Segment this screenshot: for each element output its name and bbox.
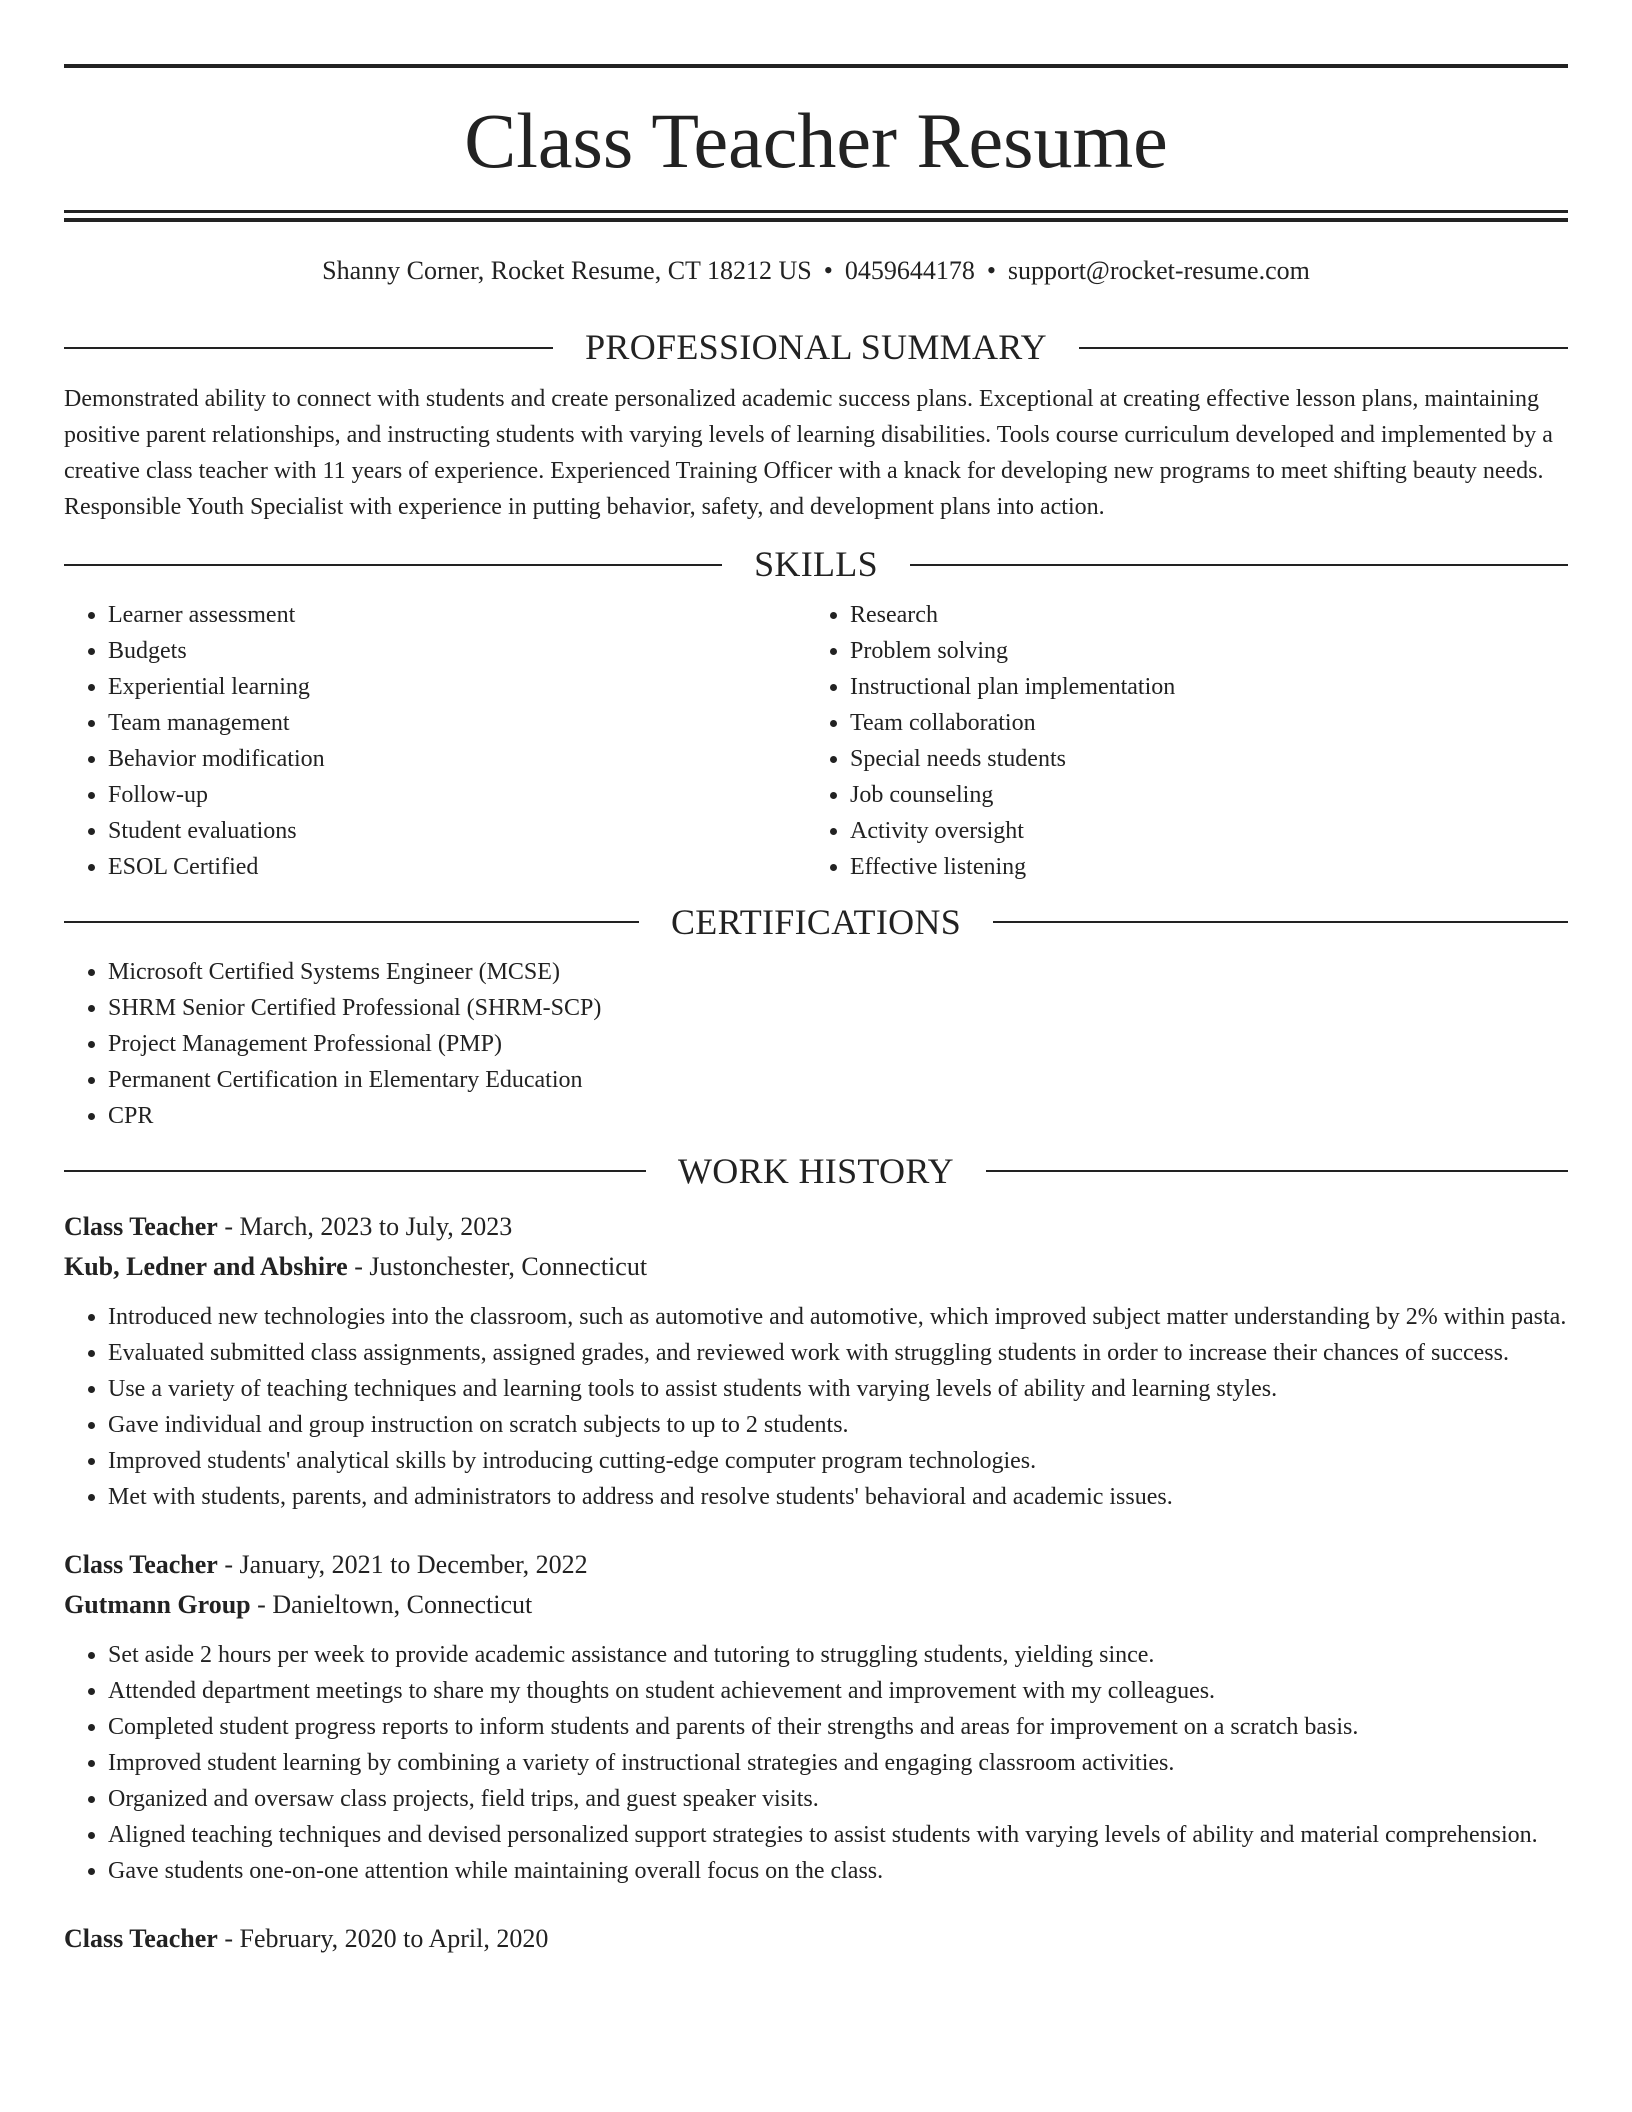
job-entry [64,1545,1568,1889]
skill-item: • Job counseling [850,777,1548,813]
section-title: WORK HISTORY [678,1150,954,1191]
skill-item: • Team collaboration [850,705,1548,741]
certification-item: • Microsoft Certified Systems Engineer (MCSE) [108,954,1568,990]
job-dates: March, 2023 to July, 2023 [239,1211,513,1241]
job-bullet: • Completed student progress reports to inform students and parents of their strengths and areas for improvement on a scratch basis. [108,1709,1568,1745]
section-rule [993,921,1568,923]
skill-item: • Special needs students [850,741,1548,777]
contact-phone: 0459644178 [844,256,975,285]
resume-page [64,0,1568,1959]
job-bullet: • Use a variety of teaching techniques and learning tools to assist students with varying levels of ability and learning styles. [108,1371,1568,1407]
job-entry [64,1207,1568,1515]
job-company-line: Gutmann Group - Danieltown, Connecticut [64,1589,533,1619]
job-bullet: • Gave students one-on-one attention while maintaining overall focus on the class. [108,1853,1568,1889]
section-header-work-history [64,1150,1568,1193]
certification-item: • CPR [108,1098,1568,1134]
job-bullet: • Organized and oversaw class projects, field trips, and guest speaker visits. [108,1781,1568,1817]
skill-item: • Follow-up [108,777,806,813]
job-title: Class Teacher [64,1923,218,1953]
skill-item: • ESOL Certified [108,849,806,885]
section-title: PROFESSIONAL SUMMARY [585,327,1047,368]
job-title-line: Class Teacher - January, 2021 to December, 2022 [64,1549,588,1579]
skill-item: • Behavior modification [108,741,806,777]
section-rule [910,564,1568,566]
contact-address: Shanny Corner, Rocket Resume, CT 18212 US [322,256,812,285]
section-rule [1079,347,1568,349]
section-header-certifications [64,901,1568,944]
contact-email: support@rocket-resume.com [1007,256,1310,285]
job-bullet: • Evaluated submitted class assignments, assigned grades, and reviewed work with struggling students in order to increase their chances of success. [108,1335,1568,1371]
job-bullet: • Set aside 2 hours per week to provide academic assistance and tutoring to struggling students, yielding since. [108,1637,1568,1673]
section-rule [64,564,722,566]
job-company: Gutmann Group [64,1589,251,1619]
skill-item: • Activity oversight [850,813,1548,849]
job-bullet: • Met with students, parents, and administrators to address and resolve students' behavioral and academic issues. [108,1479,1568,1515]
section-title: SKILLS [754,544,878,585]
job-company: Kub, Ledner and Abshire [64,1251,348,1281]
job-location: Danieltown, Connecticut [272,1589,533,1619]
job-dates: February, 2020 to April, 2020 [239,1923,549,1953]
skills-list [64,597,1568,885]
skills-column-right [806,597,1548,885]
section-rule [64,1170,646,1172]
job-bullet: • Gave individual and group instruction on scratch subjects to up to 2 students. [108,1407,1568,1443]
job-title-line: Class Teacher - February, 2020 to April, 2020 [64,1923,549,1953]
certification-item: • Project Management Professional (PMP) [108,1026,1568,1062]
job-bullet: • Aligned teaching techniques and devised personalized support strategies to assist students with varying levels of ability and material comprehension. [108,1817,1568,1853]
contact-separator: • [823,256,833,285]
skill-item: • Student evaluations [108,813,806,849]
job-bullet: • Improved students' analytical skills by introducing cutting-edge computer program technologies. [108,1443,1568,1479]
top-rule [64,64,1568,68]
job-location: Justonchester, Connecticut [369,1251,648,1281]
job-bullets [64,1637,1568,1889]
job-entry [64,1919,1568,1959]
skill-item: • Research [850,597,1548,633]
section-rule [986,1170,1568,1172]
job-dates: January, 2021 to December, 2022 [239,1549,588,1579]
job-company-line: Kub, Ledner and Abshire - Justonchester, Connecticut [64,1251,648,1281]
job-bullet: • Attended department meetings to share my thoughts on student achievement and improvement with my colleagues. [108,1673,1568,1709]
section-rule [64,347,553,349]
skill-item: • Budgets [108,633,806,669]
title-double-rule [64,210,1568,222]
skill-item: • Learner assessment [108,597,806,633]
skill-item: • Experiential learning [108,669,806,705]
certification-item: • Permanent Certification in Elementary Education [108,1062,1568,1098]
section-header-skills [64,543,1568,586]
job-bullets [64,1299,1568,1515]
skill-item: • Instructional plan implementation [850,669,1548,705]
job-title-line: Class Teacher - March, 2023 to July, 2023 [64,1211,513,1241]
certifications-list [64,954,1568,1134]
job-bullet: • Improved student learning by combining a variety of instructional strategies and engaging classroom activities. [108,1745,1568,1781]
resume-title: Class Teacher Resume [464,97,1168,184]
section-title: CERTIFICATIONS [670,901,962,942]
section-header-summary [64,326,1568,369]
skill-item: • Effective listening [850,849,1548,885]
skill-item: • Team management [108,705,806,741]
skills-column-left [64,597,806,885]
section-rule [64,921,639,923]
job-title: Class Teacher [64,1549,218,1579]
job-title: Class Teacher [64,1211,218,1241]
job-bullet: • Introduced new technologies into the classroom, such as automotive and automotive, which improved subject matter understanding by 2% within pasta. [108,1299,1568,1335]
skill-item: • Problem solving [850,633,1548,669]
contact-separator: • [986,256,996,285]
summary-text: Demonstrated ability to connect with students and create personalized academic success plans. Exceptional at creating effective lesson plans, maintaining positive parent relationships, and instructing students with varying levels of learning disabilities. Tools course curriculum developed and implemented by a creative class teacher with 11 years of experience. Experienced Training Officer with a knack for developing new programs to meet shifting beauty needs. Responsible Youth Specialist with experience in putting behavior, safety, and development plans into action. [64,386,1553,521]
certification-item: • SHRM Senior Certified Professional (SHRM-SCP) [108,990,1568,1026]
contact-line [64,255,1568,286]
